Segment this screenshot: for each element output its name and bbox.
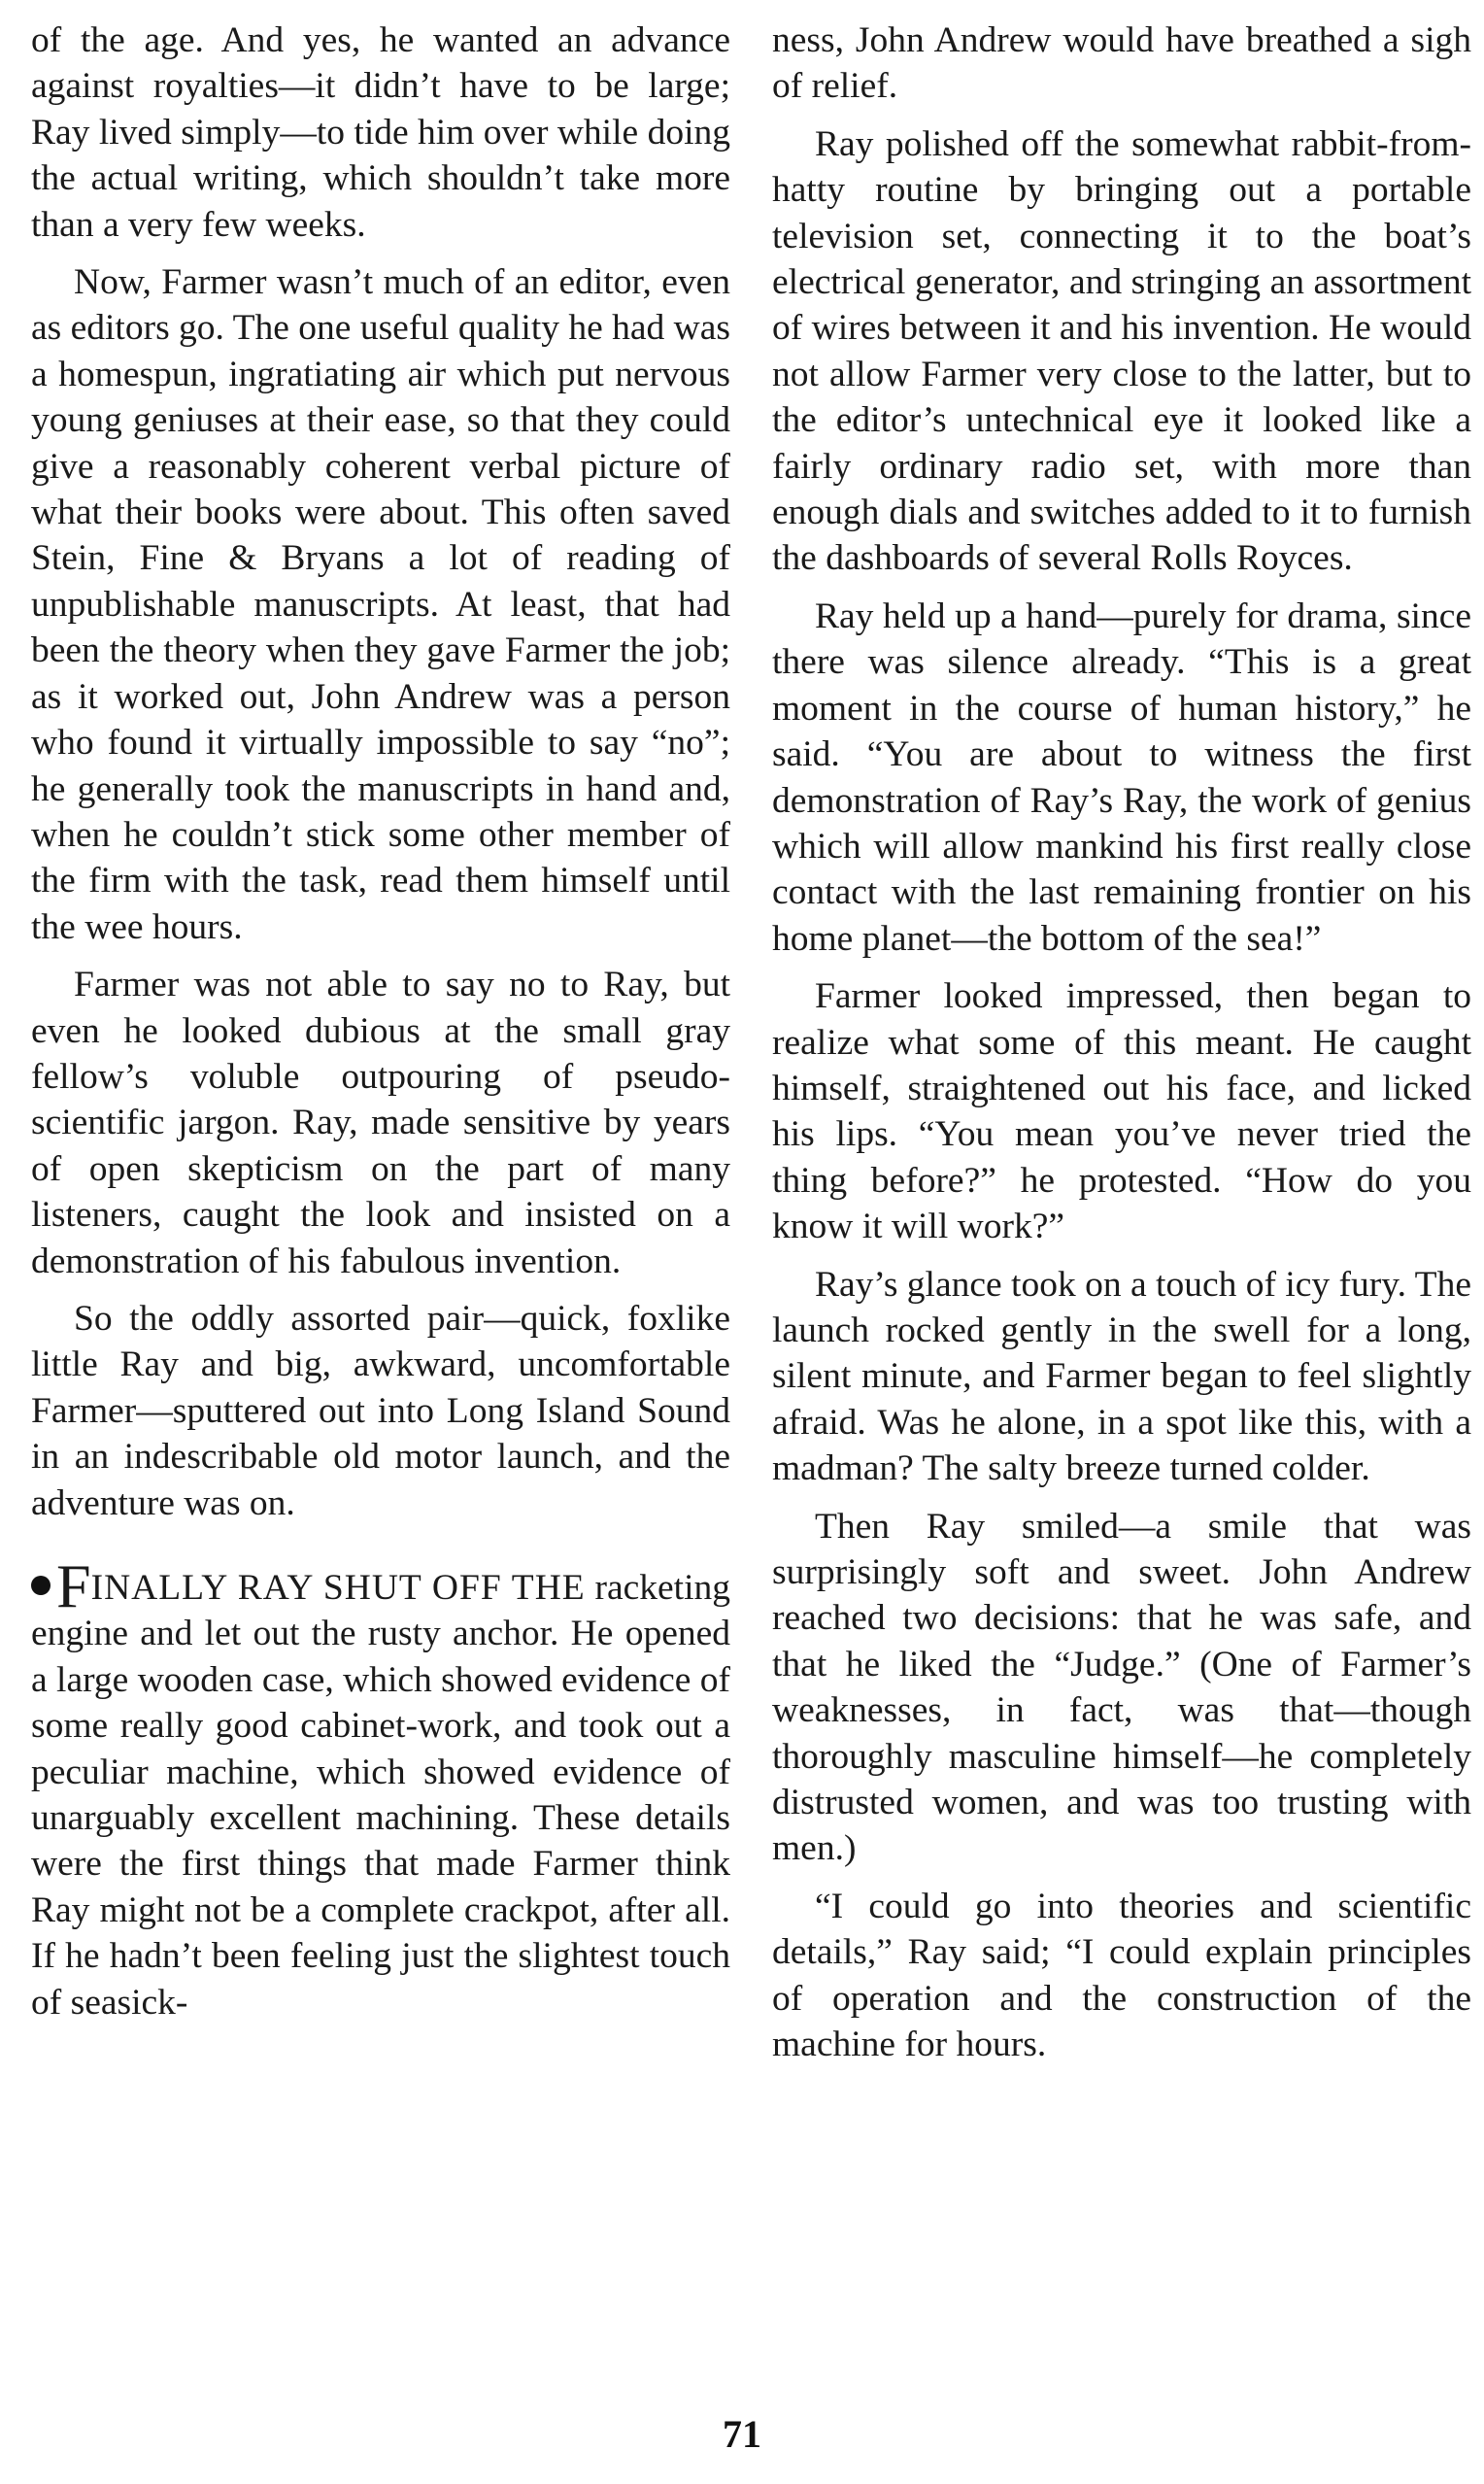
section-break-paragraph (31, 1551, 731, 2025)
section-lead-caps: INALLY RAY SHUT OFF THE (90, 1568, 586, 1608)
page-number: 71 (723, 2412, 761, 2456)
paragraph: Farmer looked impressed, then began to realize what some of this meant. He caught himself, straightened out his face, and licked his lips. “You mean you’ve never tried the thing before?” he protested. “How do you know it will work?” (772, 976, 1471, 1247)
paragraph: Farmer was not able to say no to Ray, but even he looked dubious at the small gray fellow’s voluble outpouring of pseudo-scientific jargon. Ray, made sensitive by years of open skepticism on the part of many listeners, caught the look and insisted on a demonstration of his fabulous invention. (31, 965, 730, 1281)
paragraph: Now, Farmer wasn’t much of an editor, even as editors go. The one useful quality he had was a homespun, ingratiating air which put nervous young geniuses at their ease, so that they could give a reasonably coherent verbal picture of what their books were about. This often saved Stein, Fine & Bryans a lot of reading of unpublishable manuscripts. At least, that had been the theory when they gave Farmer the job; as it worked out, John Andrew was a person who found it virtually impossible to say “no”; he generally took the manuscripts in hand and, when he couldn’t stick some other member of the firm with the task, read them himself until the wee hours. (31, 262, 730, 947)
drop-cap: F (56, 1551, 91, 1620)
right-column (772, 17, 1471, 2079)
paragraph: Then Ray smiled—a smile that was surprisingly soft and sweet. John Andrew reached two decisions: that he was safe, and that he liked the “Judge.” (One of Farmer’s weaknesses, in fact, was that—though thoroughly masculine himself—he completely distrusted women, and was too trusting with men.) (772, 1506, 1471, 1869)
section-lead-text: racketing engine and let out the rusty anchor. He opened a large wooden case, which showed evidence of some really good cabinet-work, and took out a peculiar machine, which showed evidence of unarguably excellent machining. These details were the first things that made Farmer think Ray might not be a complete crackpot, after all. If he hadn’t been feeling just the slightest touch of seasick- (31, 1568, 731, 2023)
paragraph: of the age. And yes, he wanted an advance against royalties—it didn’t have to be large; Ray lived simply—to tide him over while doing the actual writing, which shouldn’t take more than a very few weeks. (31, 20, 730, 245)
paragraph: Ray polished off the somewhat rabbit-from-hatty routine by bringing out a portable television set, connecting it to the boat’s electrical generator, and stringing an assortment of wires between it and his invention. He would not allow Farmer very close to the latter, but to the editor’s untechnical eye it looked like a fairly ordinary radio set, with more than enough dials and switches added to it to furnish the dashboards of several Rolls Royces. (772, 123, 1471, 579)
paragraph: Ray’s glance took on a touch of icy fury. The launch rocked gently in the swell for a long, silent minute, and Farmer began to feel slightly afraid. Was he alone, in a spot like this, with a madman? The salty breeze turned colder. (772, 1264, 1471, 1489)
paragraph: “I could go into theories and scientific details,” Ray said; “I could explain principles of operation and the construction of the machine for hours. (772, 1886, 1471, 2065)
paragraph: ness, John Andrew would have breathed a sigh of relief. (772, 20, 1471, 107)
paragraph: So the oddly assorted pair—quick, foxlike little Ray and big, awkward, uncomfortable Farmer—sputtered out into Long Island Sound in an indescribable old motor launch, and the adventure was on. (31, 1298, 730, 1523)
left-column (31, 17, 730, 2037)
bullet-icon (31, 1576, 51, 1595)
paragraph: Ray held up a hand—purely for drama, since there was silence already. “This is a great moment in the course of human history,” he said. “You are about to witness the first demonstration of Ray’s Ray, the work of genius which will allow mankind his first really close contact with the last remaining frontier on his home planet—the bottom of the sea!” (772, 595, 1471, 959)
